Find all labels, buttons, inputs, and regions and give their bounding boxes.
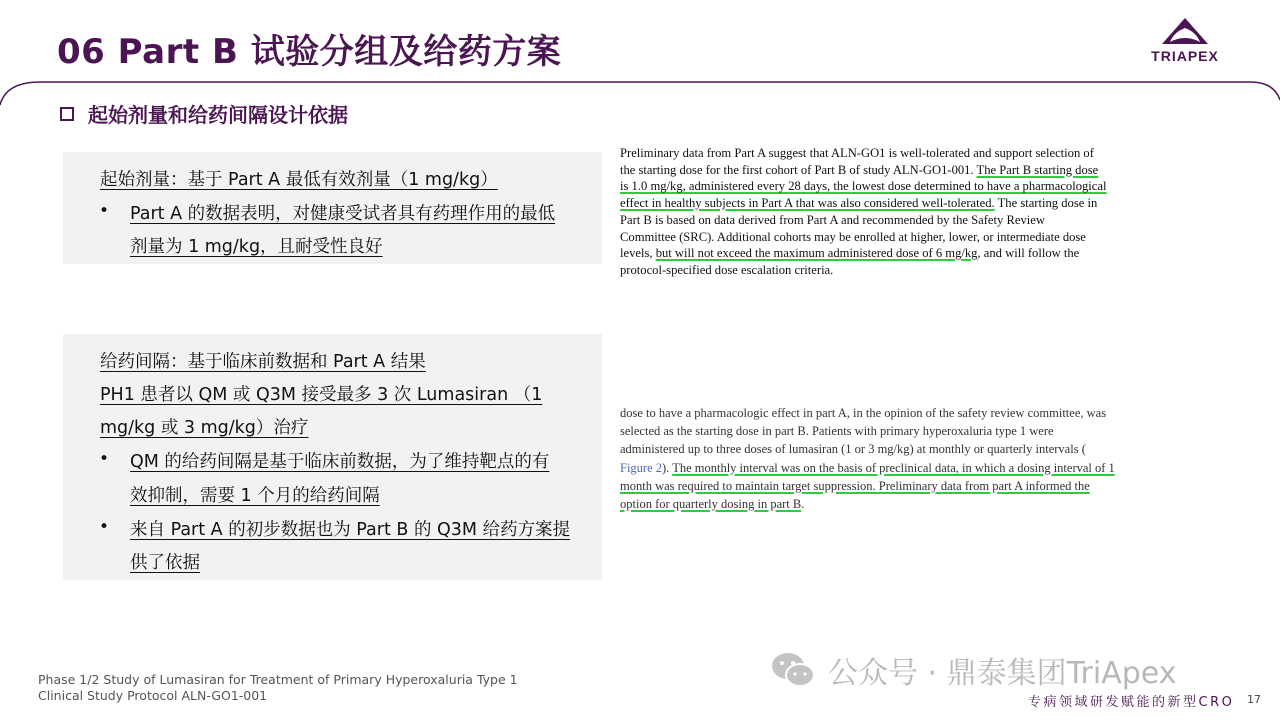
section-heading <box>60 99 348 128</box>
page-title: 06 Part B 试验分组及给药方案 <box>57 32 562 72</box>
excerpt-line <box>620 495 1180 513</box>
study-citation-line: Phase 1/2 Study of Lumasiran for Treatment of Primary Hyperoxaluria Type 1 <box>38 672 518 687</box>
logo-text: TRIAPEX <box>1151 48 1219 64</box>
study-citation-line: Clinical Study Protocol ALN-GO1-001 <box>38 688 268 703</box>
dosing-interval-bullet2-line: 来自 Part A 的初步数据也为 Part B 的 Q3M 给药方案提 <box>130 520 571 540</box>
excerpt-line <box>620 459 1180 477</box>
excerpt-text: The starting dose in <box>994 196 1098 211</box>
excerpt-line <box>620 404 1180 422</box>
excerpt-line <box>620 245 1180 262</box>
study-citation <box>38 672 518 704</box>
excerpt-line <box>620 162 1180 179</box>
excerpt-line <box>620 262 1180 279</box>
highlighted-text: The Part B starting dose <box>976 162 1099 177</box>
publication-excerpt-dosing-interval <box>620 404 1180 513</box>
dosing-interval-bullet2-line: 供了依据 <box>130 553 200 573</box>
excerpt-text: the starting dose for the first cohort of Part B of study ALN-GO1-001. <box>620 162 977 177</box>
excerpt-line <box>620 229 1180 246</box>
excerpt-text: dose to have a pharmacologic effect in part A, in the opinion of the safety review committee, was <box>620 406 1107 420</box>
highlighted-text: month was required to maintain target suppression. Preliminary data from part A informed the <box>620 478 1090 493</box>
excerpt-text: Committee (SRC). Additional cohorts may be enrolled at higher, lower, or intermediate dose <box>620 229 1086 244</box>
company-tagline: 专病领域研发赋能的新型CRO <box>1028 695 1235 710</box>
excerpt-text: levels, <box>620 246 656 261</box>
excerpt-text: administered up to three doses of lumasiran (1 or 3 mg/kg) at monthly or quarterly intervals ( <box>620 442 1086 457</box>
dosing-interval-bullet1-line: 效抑制，需要 1 个月的给药间隔 <box>130 486 380 506</box>
excerpt-text: selected as the starting dose in part B. Patients with primary hyperoxaluria type 1 were <box>620 424 1054 439</box>
excerpt-line <box>620 422 1180 440</box>
excerpt-line <box>620 195 1180 212</box>
dosing-interval-intro-line: PH1 患者以 QM 或 Q3M 接受最多 3 次 Lumasiran （1 <box>100 385 543 405</box>
bullet-dot: • <box>99 201 110 221</box>
wechat-watermark <box>770 648 1176 692</box>
triapex-logo <box>1140 16 1230 70</box>
excerpt-text: protocol-specified dose escalation criteria. <box>620 262 834 277</box>
excerpt-text: Part B is based on data derived from Part A and recommended by the Safety Review <box>620 212 1045 227</box>
starting-dose-box <box>63 152 602 264</box>
excerpt-text: . <box>801 497 805 512</box>
watermark-text: 公众号 · 鼎泰集团TriApex <box>828 656 1177 691</box>
figure-link[interactable]: Figure 2 <box>620 460 663 475</box>
excerpt-line <box>620 440 1180 458</box>
highlighted-text: option for quarterly dosing in part B <box>620 497 802 512</box>
bullet-dot: • <box>99 517 110 537</box>
starting-dose-bullet-line: 剂量为 1 mg/kg，且耐受性良好 <box>130 237 383 257</box>
highlighted-text: is 1.0 mg/kg, administered every 28 days, the lowest dose determined to have a pharmacological <box>620 179 1107 194</box>
dosing-interval-box <box>63 334 602 580</box>
protocol-excerpt-starting-dose <box>620 145 1180 279</box>
page-number: 17 <box>1247 693 1261 706</box>
dosing-interval-bullet1-line: QM 的给药间隔是基于临床前数据，为了维持靶点的有 <box>130 452 550 472</box>
dosing-interval-intro-line: mg/kg 或 3 mg/kg）治疗 <box>100 418 309 438</box>
excerpt-text: ). <box>662 460 673 475</box>
bullet-dot: • <box>99 449 110 469</box>
starting-dose-heading: 起始剂量：基于 Part A 最低有效剂量（1 mg/kg） <box>100 170 498 190</box>
excerpt-text: , and will follow the <box>977 246 1080 261</box>
highlighted-text: but will not exceed the maximum administered dose of 6 mg/kg <box>655 246 978 261</box>
highlighted-text: effect in healthy subjects in Part A that was also considered well-tolerated. <box>620 196 995 211</box>
checkbox-square-icon <box>60 107 74 121</box>
dosing-interval-heading: 给药间隔：基于临床前数据和 Part A 结果 <box>100 352 426 372</box>
section-heading-text: 起始剂量和给药间隔设计依据 <box>88 103 348 127</box>
excerpt-line <box>620 178 1180 195</box>
wechat-icon <box>770 650 816 690</box>
excerpt-text: Preliminary data from Part A suggest that ALN-GO1 is well-tolerated and support selection of <box>620 146 1094 160</box>
excerpt-line <box>620 477 1180 495</box>
logo-mark-icon <box>1160 16 1210 46</box>
excerpt-line <box>620 212 1180 229</box>
highlighted-text: The monthly interval was on the basis of preclinical data, in which a dosing interval of 1 <box>672 460 1115 475</box>
excerpt-line <box>620 145 1180 162</box>
starting-dose-bullet-line: Part A 的数据表明，对健康受试者具有药理作用的最低 <box>130 204 556 224</box>
